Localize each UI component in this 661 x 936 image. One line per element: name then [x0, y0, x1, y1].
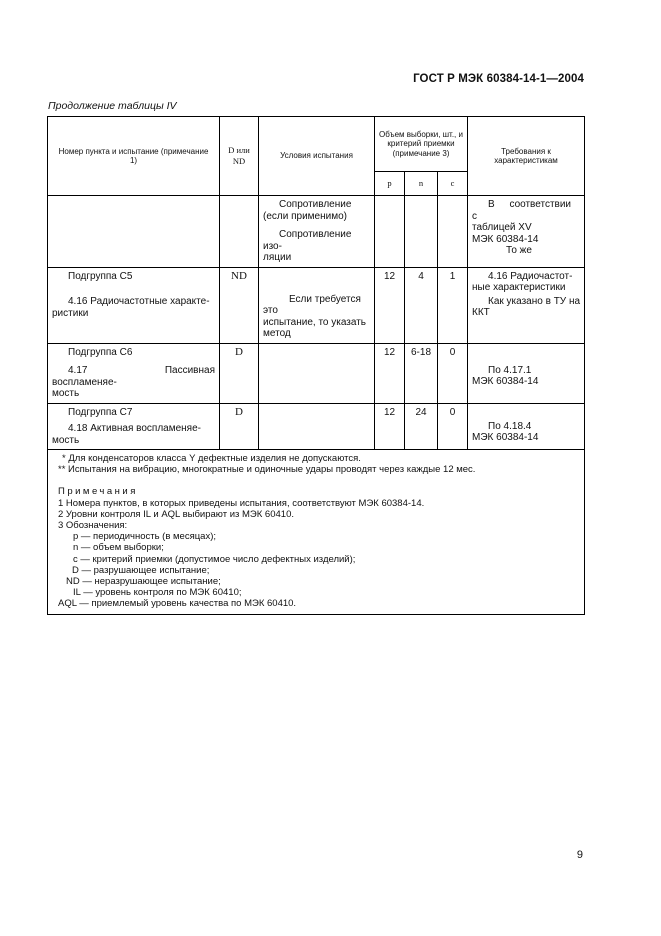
cell-text: ККТ [472, 307, 490, 318]
cell-text: 4.17 Пассивная воспламеняе- [52, 365, 215, 388]
cell-text: По 4.18.4 [488, 420, 532, 432]
document-code: ГОСТ Р МЭК 60384-14-1—2004 [413, 73, 584, 85]
subgroup-title: Подгруппа С7 [68, 406, 133, 418]
cell-text: 4.16 Радиочастотные характе- [68, 296, 210, 307]
header-c: c [438, 172, 468, 196]
cell-n: 24 [405, 403, 438, 450]
table-row [48, 196, 585, 268]
header-dnd: D или ND [220, 117, 259, 196]
cell-n: 4 [405, 267, 438, 343]
page-number: 9 [576, 849, 583, 861]
cell-text: мость [52, 434, 80, 446]
header-conditions: Условия испытания [259, 117, 375, 196]
header-p: p [375, 172, 405, 196]
cell-c: 1 [438, 267, 468, 343]
cell-p: 12 [375, 403, 405, 450]
cell-p: 12 [375, 343, 405, 403]
cell-p: 12 [375, 267, 405, 343]
subgroup-title: Подгруппа С5 [68, 270, 133, 282]
cell-text: ристики [52, 307, 89, 319]
cell-text: МЭК 60384-14 [472, 376, 539, 387]
notes-cell [48, 450, 585, 615]
cell-text: метод [263, 328, 291, 339]
cell-c: 0 [438, 403, 468, 450]
cell-dnd: ND [220, 267, 259, 343]
cell-dnd: D [220, 403, 259, 450]
footnote: ** Испытания на вибрацию, многократные и одиночные удары проводят через каждые 12 мес. [58, 464, 476, 476]
cell-text: Сопротивление [279, 199, 352, 210]
table-row [48, 403, 585, 450]
cell-text: Сопротивление изо- [263, 229, 352, 252]
cell-item [48, 267, 220, 343]
cell-p [375, 196, 405, 268]
designation-item: AQL — приемлемый уровень качества по МЭК 60410. [58, 598, 297, 610]
cell-text: По 4.17.1 [488, 364, 532, 376]
designation-item: c — критерий приемки (допустимое число дефектных изделий); [73, 553, 356, 565]
cell-item [48, 343, 220, 403]
designation-item: D — разрушающее испытание; [72, 564, 210, 576]
table-header-row [48, 117, 585, 172]
cell-conditions [259, 403, 375, 450]
cell-text: ные характеристики [472, 282, 566, 293]
cell-n [405, 196, 438, 268]
note-item: 1 Номера пунктов, в которых приведены испытания, соответствуют МЭК 60384-14. [58, 497, 425, 509]
cell-text: (если применимо) [263, 210, 347, 222]
header-n: n [405, 172, 438, 196]
cell-conditions [259, 267, 375, 343]
cell-text: В соответствии с [472, 199, 572, 222]
designation-item: ND — неразрушающее испытание; [66, 576, 221, 588]
cell-text: испытание, то указать [263, 316, 367, 328]
cell-item [48, 196, 220, 268]
cell-item [48, 403, 220, 450]
cell-text: таблицей XV [472, 222, 532, 233]
designation-item: p — периодичность (в месяцах); [73, 531, 217, 543]
notes-row [48, 450, 585, 615]
cell-dnd: D [220, 343, 259, 403]
header-sample: Объем выборки, шт., и критерий приемки (примечание 3) [375, 117, 468, 172]
cell-text: МЭК 60384-14 [472, 233, 539, 245]
cell-conditions [259, 343, 375, 403]
cell-text: ляции [263, 252, 292, 263]
table-row [48, 343, 585, 403]
notes-title: Примечания [58, 486, 138, 498]
cell-c [438, 196, 468, 268]
note-item: 3 Обозначения: [58, 520, 128, 532]
cell-n: 6-18 [405, 343, 438, 403]
designation-item: n — объем выборки; [73, 542, 164, 554]
cell-text: 4.16 Радиочастот- [488, 270, 573, 282]
test-table [47, 116, 585, 615]
cell-text: То же [506, 245, 532, 256]
header-requirements: Требования к характеристикам [468, 117, 585, 196]
cell-requirements [468, 403, 585, 450]
cell-text: Как указано в ТУ на [488, 295, 581, 307]
cell-requirements [468, 267, 585, 343]
header-item: Номер пункта и испытание (примечание 1) [48, 117, 220, 196]
note-item: 2 Уровни контроля IL и AQL выбирают из МЭК 60410. [58, 508, 294, 520]
cell-dnd [220, 196, 259, 268]
cell-text: мость [52, 388, 80, 399]
table-continuation-label: Продолжение таблицы IV [48, 100, 177, 112]
footnote: * Для конденсаторов класса Y дефектные изделия не допускаются. [62, 453, 361, 464]
cell-text: Если требуется это [263, 293, 361, 316]
cell-conditions [259, 196, 375, 268]
cell-text: 4.18 Активная воспламеняе- [68, 423, 201, 434]
cell-requirements [468, 343, 585, 403]
designation-item: IL — уровень контроля по МЭК 60410; [73, 587, 242, 599]
cell-requirements [468, 196, 585, 268]
cell-c: 0 [438, 343, 468, 403]
subgroup-title: Подгруппа С6 [68, 346, 133, 358]
table-row [48, 267, 585, 343]
cell-text: МЭК 60384-14 [472, 432, 539, 443]
